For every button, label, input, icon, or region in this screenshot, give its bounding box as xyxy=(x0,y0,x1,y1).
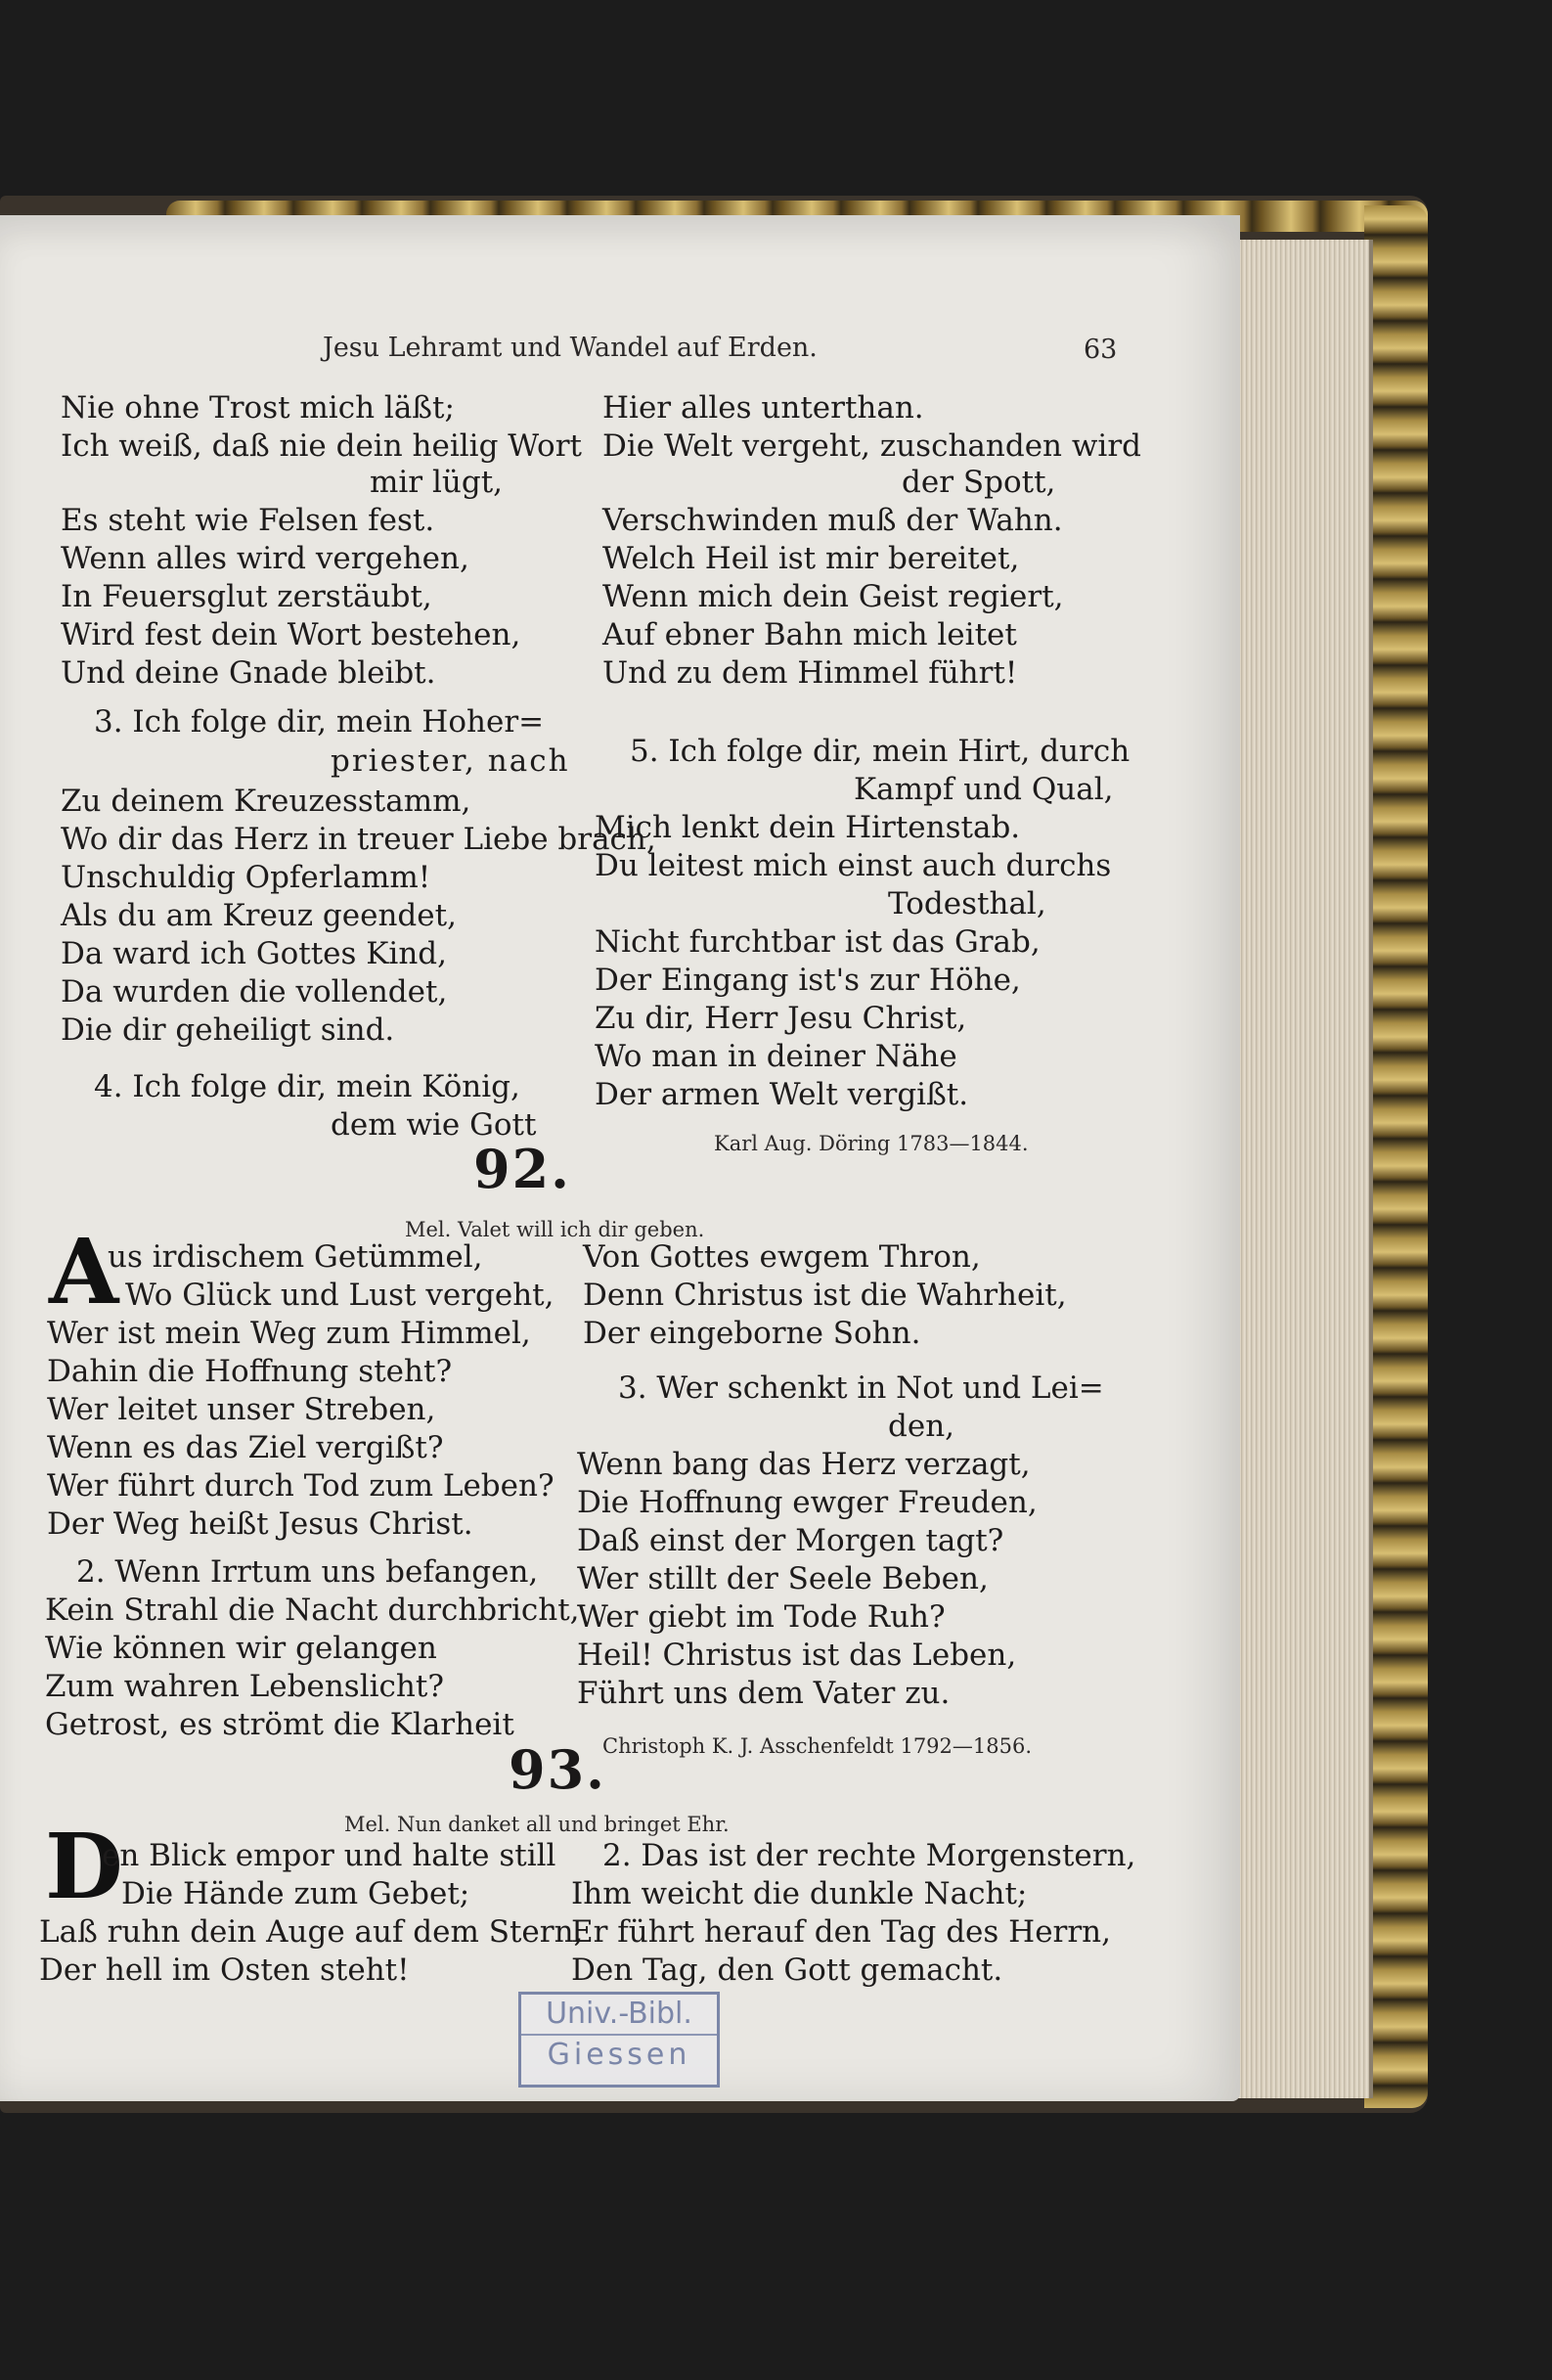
verse-line: Wer leitet unser Streben, xyxy=(47,1392,436,1427)
verse-line: Kampf und Qual, xyxy=(854,772,1114,807)
library-stamp xyxy=(518,1992,720,2088)
verse-line: priester, nach xyxy=(331,743,570,779)
verse-line: Es steht wie Felsen fest. xyxy=(61,503,435,538)
verse-line: Unschuldig Opferlamm! xyxy=(61,860,431,895)
verse-line: Den Tag, den Gott gemacht. xyxy=(571,1953,1003,1988)
verse-line: Welch Heil ist mir bereitet, xyxy=(602,541,1020,576)
verse-line: Der eingeborne Sohn. xyxy=(583,1316,921,1351)
verse-line: Wer ist mein Weg zum Himmel, xyxy=(47,1316,531,1351)
verse-line: Er führt herauf den Tag des Herrn, xyxy=(571,1914,1111,1950)
verse-line: Laß ruhn dein Auge auf dem Stern, xyxy=(39,1914,584,1950)
verse-line: Die Welt vergeht, zuschanden wird xyxy=(602,428,1141,464)
verse-line: Hier alles unterthan. xyxy=(602,390,924,426)
verse-line: dem wie Gott xyxy=(331,1107,537,1143)
stanza-start: 2. Wenn Irrtum uns befangen, xyxy=(76,1554,539,1590)
verse-line: Kein Strahl die Nacht durchbricht, xyxy=(45,1593,580,1628)
verse-line: Wenn alles wird vergehen, xyxy=(61,541,469,576)
verse-line: Wenn bang das Herz verzagt, xyxy=(577,1447,1031,1482)
verse-line: Von Gottes ewgem Thron, xyxy=(583,1239,981,1275)
verse-line: Da wurden die vollendet, xyxy=(61,974,448,1010)
stanza-start: 3. Wer schenkt in Not und Lei= xyxy=(618,1370,1104,1406)
drop-cap: D xyxy=(45,1814,123,1919)
stamp-line: Giessen xyxy=(547,2038,691,2072)
verse-line: Denn Christus ist die Wahrheit, xyxy=(583,1278,1067,1313)
verse-line: Nie ohne Trost mich läßt; xyxy=(61,390,455,426)
verse-line: Mich lenkt dein Hirtenstab. xyxy=(595,810,1021,845)
verse-line: Und zu dem Himmel führt! xyxy=(602,655,1018,691)
verse-line: Der armen Welt vergißt. xyxy=(595,1077,969,1112)
verse-line: Die dir geheiligt sind. xyxy=(61,1012,395,1048)
verse-line: den, xyxy=(888,1409,955,1444)
verse-line: Verschwinden muß der Wahn. xyxy=(602,503,1063,538)
hymn-number: 92. xyxy=(473,1138,571,1200)
page-number: 63 xyxy=(1084,335,1118,365)
verse-line: Todesthal, xyxy=(888,886,1046,921)
verse-line: Heil! Christus ist das Leben, xyxy=(577,1638,1017,1673)
hymn-number: 93. xyxy=(509,1738,606,1801)
verse-line: Die Hände zum Gebet; xyxy=(121,1876,470,1911)
verse-line: Zu deinem Kreuzesstamm, xyxy=(61,784,471,819)
melody-note: Mel. Valet will ich dir geben. xyxy=(405,1218,705,1241)
verse-line: Der Weg heißt Jesus Christ. xyxy=(47,1506,473,1542)
verse-line: Zum wahren Lebenslicht? xyxy=(45,1669,444,1704)
verse-line: Auf ebner Bahn mich leitet xyxy=(602,617,1017,652)
verse-line: Zu dir, Herr Jesu Christ, xyxy=(595,1001,967,1036)
verse-line: Daß einst der Morgen tagt? xyxy=(577,1523,1004,1558)
verse-line: Führt uns dem Vater zu. xyxy=(577,1676,951,1711)
verse-line: Da ward ich Gottes Kind, xyxy=(61,936,448,971)
verse-line: In Feuersglut zerstäubt, xyxy=(61,579,432,614)
verse-line: Wenn es das Ziel vergißt? xyxy=(47,1430,444,1465)
verse-line: Der hell im Osten steht! xyxy=(39,1953,410,1988)
verse-line: Ich weiß, daß nie dein heilig Wort xyxy=(61,428,582,464)
spine-ornament xyxy=(1364,205,1428,2108)
verse-line: Wo man in deiner Nähe xyxy=(595,1039,957,1074)
verse-line: Wird fest dein Wort bestehen, xyxy=(61,617,521,652)
verse-line: Wer führt durch Tod zum Leben? xyxy=(47,1468,554,1504)
verse-line: en Blick empor und halte still xyxy=(102,1838,556,1873)
verse-line: Wo dir das Herz in treuer Liebe brach, xyxy=(61,822,656,857)
verse-line: Getrost, es strömt die Klarheit xyxy=(45,1707,514,1742)
stanza-start: 3. Ich folge dir, mein Hoher= xyxy=(94,704,545,740)
verse-line: Als du am Kreuz geendet, xyxy=(61,898,457,933)
verse-line: Wer stillt der Seele Beben, xyxy=(577,1561,989,1596)
verse-line: Nicht furchtbar ist das Grab, xyxy=(595,924,1041,960)
verse-line: us irdischem Getümmel, xyxy=(108,1239,483,1275)
verse-line: mir lügt, xyxy=(370,465,504,500)
running-header: Jesu Lehramt und Wandel auf Erden. xyxy=(323,333,818,363)
stanza-start: 5. Ich folge dir, mein Hirt, durch xyxy=(630,734,1131,769)
verse-line: Wenn mich dein Geist regiert, xyxy=(602,579,1064,614)
stanza-start: 4. Ich folge dir, mein König, xyxy=(94,1069,520,1104)
verse-line: Der Eingang ist's zur Höhe, xyxy=(595,963,1021,998)
page-edges xyxy=(1232,240,1373,2098)
author-credit: Karl Aug. Döring 1783—1844. xyxy=(714,1132,1029,1155)
author-credit: Christoph K. J. Asschenfeldt 1792—1856. xyxy=(602,1734,1033,1758)
verse-line: Dahin die Hoffnung steht? xyxy=(47,1354,453,1389)
drop-cap: A xyxy=(49,1219,119,1325)
verse-line: der Spott, xyxy=(902,465,1056,500)
melody-note: Mel. Nun danket all und bringet Ehr. xyxy=(344,1813,730,1836)
stamp-line: Univ.-Bibl. xyxy=(521,1995,717,2036)
verse-line: Die Hoffnung ewger Freuden, xyxy=(577,1485,1038,1520)
verse-line: Ihm weicht die dunkle Nacht; xyxy=(571,1876,1028,1911)
verse-line: Und deine Gnade bleibt. xyxy=(61,655,436,691)
verse-line: Wo Glück und Lust vergeht, xyxy=(125,1278,554,1313)
stanza-start: 2. Das ist der rechte Morgenstern, xyxy=(602,1838,1136,1873)
verse-line: Wie können wir gelangen xyxy=(45,1631,437,1666)
verse-line: Du leitest mich einst auch durchs xyxy=(595,848,1112,883)
verse-line: Wer giebt im Tode Ruh? xyxy=(577,1599,946,1635)
